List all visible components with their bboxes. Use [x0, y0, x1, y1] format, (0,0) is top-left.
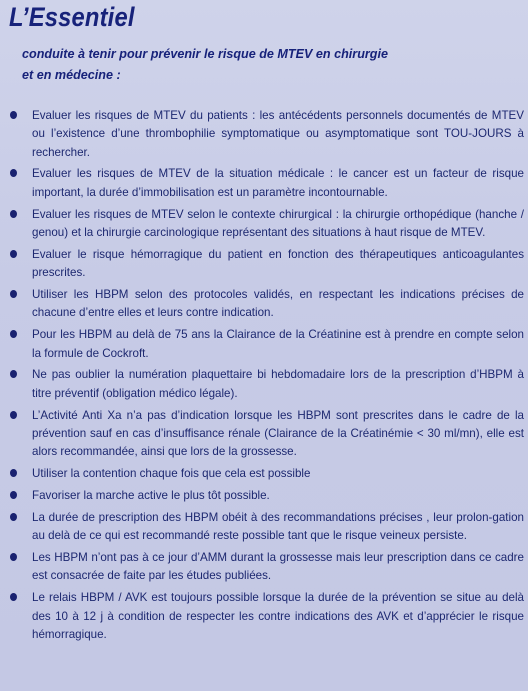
list-item	[0, 286, 528, 323]
list-item-text: Ne pas oublier la numération plaquettaire bi hebdomadaire lors de la prescription d’HBPM à titre préventif (obligation médico légale).	[32, 368, 524, 400]
bullet-icon	[10, 513, 17, 521]
subtitle-line-2: et en médecine :	[22, 68, 121, 82]
list-item	[0, 549, 528, 586]
bullet-icon	[10, 370, 17, 378]
bullet-icon	[10, 330, 17, 338]
list-item-text: Pour les HBPM au delà de 75 ans la Clairance de la Créatinine est à prendre en compte selon la formule de Cockroft.	[32, 328, 524, 360]
bullet-icon	[10, 111, 17, 119]
list-item	[0, 206, 528, 243]
list-item	[0, 509, 528, 546]
recommendation-list	[0, 107, 528, 648]
list-item-text: Evaluer les risques de MTEV de la situation médicale : le cancer est un facteur de risque important, la durée d’immobilisation est un paramètre incontournable.	[32, 167, 524, 199]
list-item-text: Utiliser la contention chaque fois que cela est possible	[32, 467, 311, 481]
list-item	[0, 487, 528, 505]
subtitle	[22, 44, 528, 86]
list-item	[0, 589, 528, 644]
list-item	[0, 165, 528, 202]
bullet-icon	[10, 469, 17, 477]
list-item-text: Evaluer les risques de MTEV du patients : les antécédents personnels documentés de MTEV ou l’existence d’une thrombophilie symptomatique ou asymptomatique sont TOU-JOURS à rechercher.	[32, 109, 524, 159]
list-item-text: Utiliser les HBPM selon des protocoles validés, en respectant les indications précises de chacune d’entre elles et leurs contre indication.	[32, 288, 524, 320]
list-item-text: L’Activité Anti Xa n’a pas d’indication lorsque les HBPM sont prescrites dans le cadre de la prévention sauf en cas d’insuffisance rénale (Clairance de la Créatinémie < 30 ml/mn), elle est alors recommandée, ainsi que lors de la grossesse.	[32, 408, 524, 459]
list-item-text: Les HBPM n’ont pas à ce jour d’AMM durant la grossesse mais leur prescription dans ce cadre est consacrée de faite par les études publiées.	[32, 551, 524, 583]
list-item-text: La durée de prescription des HBPM obéit à des recommandations précises , leur prolon-gation au delà de ce qui est recommandé reste possible tant que le risque veineux persiste.	[32, 510, 524, 543]
list-item	[0, 107, 528, 162]
bullet-icon	[10, 290, 17, 298]
list-item	[0, 465, 528, 483]
bullet-icon	[10, 169, 17, 177]
list-item-text: Evaluer les risques de MTEV selon le contexte chirurgical : la chirurgie orthopédique (hanche / genou) et la chirurgie carcinologique représentant des situations à haut risque de MTEV.	[32, 207, 524, 239]
bullet-icon	[10, 250, 17, 258]
page-title: L’Essentiel	[9, 2, 135, 32]
bullet-icon	[10, 411, 17, 419]
list-item-text: Le relais HBPM / AVK est toujours possible lorsque la durée de la prévention se situe au delà des 10 à 12 j à condition de respecter les contre indications des AVK et d’apprécier le risque hémorragique.	[32, 591, 524, 641]
bullet-icon	[10, 210, 17, 218]
list-item	[0, 407, 528, 462]
list-item-text: Evaluer le risque hémorragique du patient en fonction des thérapeutiques anticoagulantes prescrites.	[32, 247, 524, 280]
list-item	[0, 366, 528, 403]
bullet-icon	[10, 553, 17, 561]
bullet-icon	[10, 593, 17, 601]
list-item-text: Favoriser la marche active le plus tôt possible.	[32, 488, 270, 502]
bullet-icon	[10, 491, 17, 499]
list-item	[0, 326, 528, 363]
subtitle-line-1: conduite à tenir pour prévenir le risque de MTEV en chirurgie	[22, 47, 388, 61]
list-item	[0, 246, 528, 283]
